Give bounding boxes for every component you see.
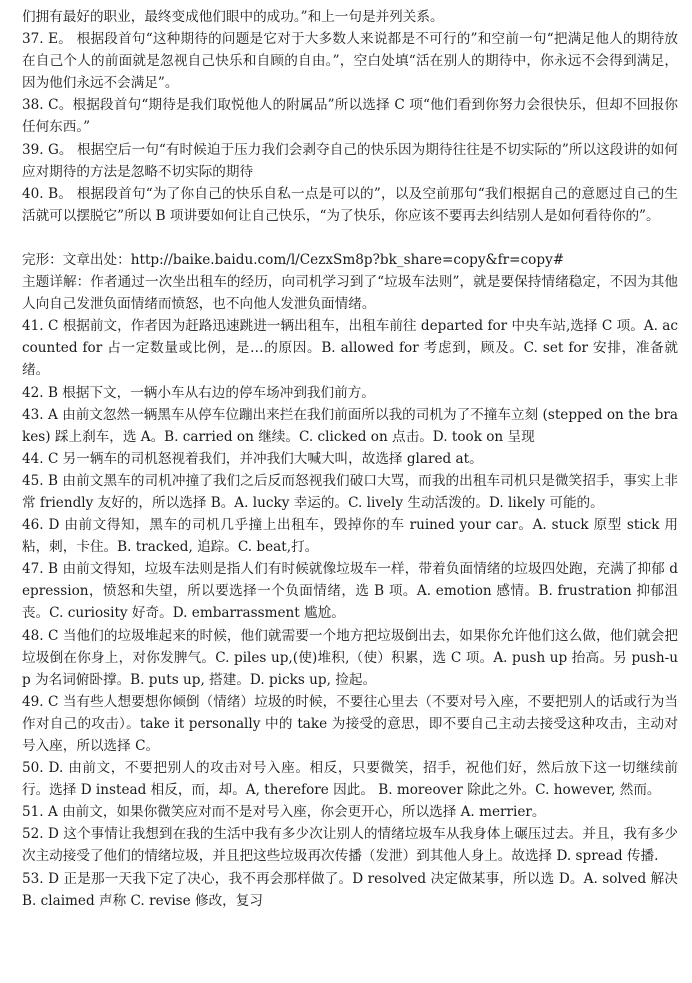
- answer-47: 47. B 由前文得知，垃圾车法则是指人们有时候就像垃圾车一样，带着负面情绪的垃圾四处跑，充满了抑郁 depression，愤怒和失望，所以要选择一个负面情绪，选 B 项。A. emotion 感情。B. frustration 抑郁沮丧。C. curiosity 好奇。D. embarrassment 尴尬。: [22, 561, 678, 622]
- answer-44: 44. C 另一辆车的司机怒视着我们，并冲我们大喊大叫，故选择 glared at。: [22, 450, 483, 467]
- answer-52: 52. D 这个事情让我想到在我的生活中我有多少次让别人的情绪垃圾车从我身体上碾压过去。并且，我有多少次主动接受了他们的情绪垃圾，并且把这些垃圾再次传播（发泄）到其他人身上。故选择 D. spread 传播.: [22, 826, 678, 865]
- answer-39: 39. G。 根据空后一句“有时候迫于压力我们会剥夺自己的快乐因为期待往往是不切实际的”所以这段讲的如何应对期待的方法是忽略不切实际的期待: [22, 141, 678, 180]
- answer-42: 42. B 根据下文，一辆小车从右边的停车场冲到我们前方。: [22, 384, 375, 401]
- answer-51: 51. A 由前文，如果你微笑应对而不是对号入座，你会更开心，所以选择 A. merrier。: [22, 804, 546, 821]
- cloze-theme: 主题详解：作者通过一次坐出租车的经历，向司机学习到了“垃圾车法则”，就是要保持情绪稳定，不因为其他人向自己发泄负面情绪而愤怒，也不向他人发泄负面情绪。: [22, 274, 678, 313]
- answer-49: 49. C 当有些人想要想你倾倒（情绪）垃圾的时候，不要往心里去（不要对号入座，不要把别人的话或行为当作对自己的攻击）。take it personally 中的 take 为接受的意思，即不要自己主动去接受这种攻击，主动对号入座，所以选择 C。: [22, 693, 678, 754]
- answer-38: 38. C。根据段首句“期待是我们取悦他人的附属品”所以选择 C 项“他们看到你努力会很快乐，但却不回报你任何东西。”: [22, 97, 678, 136]
- answer-53: 53. D 正是那一天我下定了决心，我不再会那样做了。D resolved 决定做某事，所以选 D。A. solved 解决 B. claimed 声称 C. revise 修改，复习: [22, 870, 678, 909]
- answer-46: 46. D 由前文得知，黑车的司机几乎撞上出租车，毁掉你的车 ruined your car。A. stuck 原型 stick 用粘，刺，卡住。B. tracked, 追踪。C. beat,打。: [22, 517, 678, 556]
- answer-50: 50. D. 由前文，不要把别人的攻击对号入座。相反，只要微笑，招手，祝他们好，然后放下这一切继续前行。选择 D instead 相反，而，却。A, therefore 因此。 B. moreover 除此之外。C. however, 然而。: [22, 760, 678, 799]
- answer-43: 43. A 由前文忽然一辆黑车从停车位蹦出来拦在我们前面所以我的司机为了不撞车立刻 (stepped on the brakes) 踩上刹车，选 A。B. carried on 继续。C. clicked on 点击。D. took on 呈现: [22, 406, 678, 445]
- answer-45: 45. B 由前文黑车的司机冲撞了我们之后反而怒视我们破口大骂，而我的出租车司机只是微笑招手，事实上非常 friendly 友好的，所以选择 B。A. lucky 幸运的。C. lively 生动活泼的。D. likely 可能的。: [22, 472, 678, 511]
- cloze-source: 完形：文章出处：http://baike.baidu.com/l/CezxSm8p?bk_share=copy&fr=copy#: [22, 251, 565, 268]
- answer-48: 48. C 当他们的垃圾堆起来的时候，他们就需要一个地方把垃圾倒出去，如果你允许他们这么做，他们就会把垃圾倒在你身上，对你发脾气。C. piles up,(使)堆积,（使）积累，选 C 项。A. push up 抬高。另 push-up 为名词俯卧撑。B. puts up, 搭建。D. picks up, 捡起。: [22, 627, 678, 688]
- answer-41: 41. C 根据前文，作者因为赶路迅速跳进一辆出租车，出租车前往 departed for 中央车站,选择 C 项。A. accounted for 占一定数量或比例，是…的原因。B. allowed for 考虑到，顾及。C. set for 安排，准备就绪。: [22, 318, 678, 379]
- paragraph-continuation: 们拥有最好的职业，最终变成他们眼中的成功。”和上一句是并列关系。: [22, 9, 444, 25]
- answer-37: 37. E。 根据段首句“这种期待的问题是它对于大多数人来说都是不可行的”和空前一句“把满足他人的期待放在自己个人的前面就是忽视自己快乐和自顾的自由。”，空白处填“活在别人的期待中，你永远不会得到满足，因为他们永远不会满足”。: [22, 31, 678, 92]
- blank-line: [22, 227, 678, 249]
- answer-40: 40. B。 根据段首句“为了你自己的快乐自私一点是可以的”，以及空前那句“我们根据自己的意愿过自己的生活就可以摆脱它”所以 B 项讲要如何让自己快乐，“为了快乐，你应该不要再去纠结别人是如何看待你的”。: [22, 185, 678, 224]
